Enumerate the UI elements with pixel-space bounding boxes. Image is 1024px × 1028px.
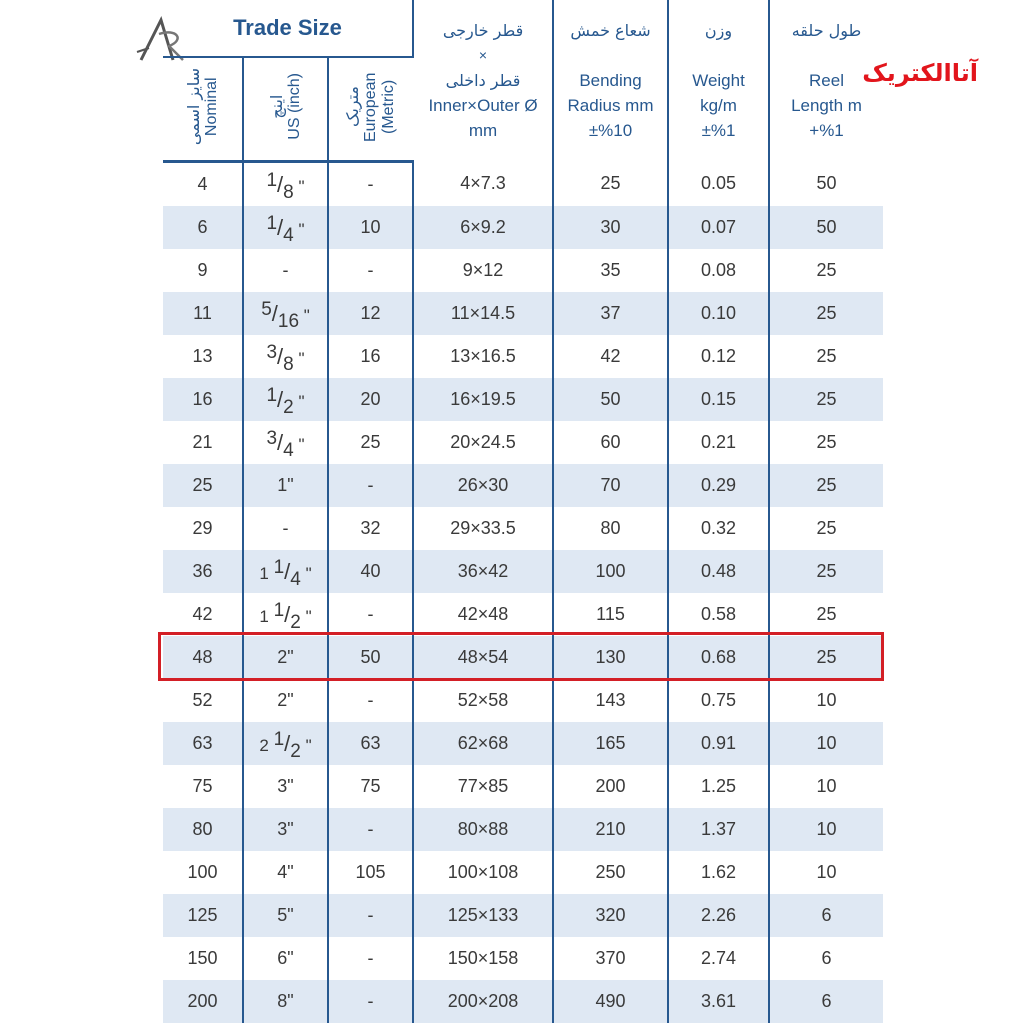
fraction-quote: " [305,606,312,626]
spec-table-body [163,162,883,1024]
us-size-fraction [266,384,305,418]
eu-size-cell: 32 [328,507,413,550]
us-size-fraction [259,728,312,762]
reel-header-en-3: +%1 [809,121,844,141]
reel-header-en-1: Reel [809,71,844,91]
bending-radius-cell: 210 [553,808,668,851]
nominal-cell: 6 [163,206,243,249]
eu-size-cell: 25 [328,421,413,464]
us-size-cell [243,249,328,292]
weight-cell: 0.12 [668,335,769,378]
reel-length-cell: 10 [769,808,883,851]
trade-size-header: Trade Size [163,0,413,57]
diameter-cell: 42×48 [413,593,553,636]
diameter-header-fa-1: قطر خارجی [442,21,524,41]
bending-header-en-3: ±%10 [588,121,633,141]
weight-cell: 0.21 [668,421,769,464]
eu-size-cell: 63 [328,722,413,765]
table-row [163,335,883,378]
bending-radius-cell: 130 [553,636,668,679]
nominal-cell: 42 [163,593,243,636]
diameter-cell: 80×88 [413,808,553,851]
reel-length-cell: 6 [769,980,883,1023]
us-size-cell [243,162,328,207]
us-size-cell [243,765,328,808]
weight-cell: 2.26 [668,894,769,937]
weight-cell: 2.74 [668,937,769,980]
weight-cell: 0.08 [668,249,769,292]
table-row [163,937,883,980]
weight-cell: 0.05 [668,162,769,207]
eu-header-fa: متریک [343,86,362,127]
nominal-cell: 75 [163,765,243,808]
fraction-slash: / [277,171,284,197]
conduit-spec-table [163,0,883,1023]
fraction-slash: / [277,343,284,369]
weight-cell: 0.10 [668,292,769,335]
us-size-cell [243,507,328,550]
fraction-whole: 2 [259,735,269,755]
nominal-cell: 16 [163,378,243,421]
us-size-cell [243,550,328,593]
us-size-cell [243,980,328,1023]
diameter-cell: 48×54 [413,636,553,679]
weight-cell: 0.32 [668,507,769,550]
diameter-cell: 9×12 [413,249,553,292]
fraction-slash: / [277,386,284,412]
eu-size-cell: - [328,937,413,980]
us-size-value: 4" [277,862,294,882]
diameter-cell: 13×16.5 [413,335,553,378]
bending-radius-cell: 80 [553,507,668,550]
weight-cell: 1.37 [668,808,769,851]
us-size-value: 3" [277,776,294,796]
fraction-den: 2 [290,611,301,633]
table-row [163,550,883,593]
fraction-num: 1 [273,728,285,750]
diameter-cell: 62×68 [413,722,553,765]
nominal-cell: 11 [163,292,243,335]
fraction-num: 1 [273,556,285,578]
table-row [163,507,883,550]
reel-header-en-2: Length m [791,96,862,116]
us-size-cell [243,593,328,636]
fraction-whole: 1 [259,563,269,583]
fraction-den: 16 [277,310,300,332]
bending-radius-cell: 25 [553,162,668,207]
fraction-quote: " [298,176,305,196]
reel-header-fa: طول حلقه [791,21,862,41]
nominal-cell: 125 [163,894,243,937]
diameter-cell: 36×42 [413,550,553,593]
nominal-cell: 80 [163,808,243,851]
us-size-fraction [259,599,312,633]
us-header-fa: اینچ [266,94,286,119]
nominal-cell: 150 [163,937,243,980]
weight-header-en-3: ±%1 [701,121,736,141]
diameter-cell: 150×158 [413,937,553,980]
us-size-fraction [266,427,305,461]
table-row [163,679,883,722]
us-size-value: - [282,518,289,538]
fraction-den: 4 [283,224,294,246]
bending-radius-cell: 100 [553,550,668,593]
us-size-fraction [259,556,312,590]
eu-header [328,57,413,162]
bending-radius-cell: 143 [553,679,668,722]
fraction-whole: 1 [259,606,269,626]
weight-header-en-2: kg/m [700,96,737,116]
fraction-quote: " [298,219,305,239]
fraction-num: 1 [266,384,278,406]
fraction-num: 1 [273,599,285,621]
reel-length-cell: 25 [769,636,883,679]
us-size-value: 2" [277,690,294,710]
reel-length-cell: 25 [769,464,883,507]
eu-size-cell: - [328,464,413,507]
nominal-header [163,57,243,162]
us-size-cell [243,851,328,894]
reel-length-cell: 25 [769,550,883,593]
table-row [163,980,883,1023]
nominal-cell: 36 [163,550,243,593]
bending-header-en-1: Bending [579,71,642,91]
us-size-cell [243,292,328,335]
weight-cell: 0.91 [668,722,769,765]
bending-radius-cell: 42 [553,335,668,378]
bending-radius-cell: 60 [553,421,668,464]
us-size-value: 5" [277,905,294,925]
table-row [163,894,883,937]
nominal-cell: 52 [163,679,243,722]
weight-cell: 0.07 [668,206,769,249]
fraction-num: 5 [261,298,272,320]
bending-radius-cell: 50 [553,378,668,421]
eu-size-cell: 20 [328,378,413,421]
bending-radius-cell: 35 [553,249,668,292]
us-size-cell [243,421,328,464]
bending-radius-cell: 115 [553,593,668,636]
fraction-num: 1 [266,212,278,234]
bending-radius-cell: 165 [553,722,668,765]
nominal-cell: 200 [163,980,243,1023]
eu-size-cell: 16 [328,335,413,378]
reel-length-cell: 10 [816,776,837,796]
weight-header-en-1: Weight [692,71,745,91]
reel-length-cell: 6 [769,894,883,937]
diameter-cell: 20×24.5 [413,421,553,464]
us-size-value: 6" [277,948,294,968]
us-size-fraction [266,341,305,375]
fraction-num: 3 [266,427,278,449]
fraction-slash: / [284,558,291,584]
eu-size-cell: 40 [328,550,413,593]
fraction-num: 1 [266,169,278,191]
bending-header-en-2: Radius mm [567,96,654,116]
diameter-header-en-1: Inner×Outer Ø [428,96,538,116]
reel-length-cell: 10 [816,862,837,882]
diameter-cell: 11×14.5 [413,292,553,335]
eu-size-cell: 10 [328,206,413,249]
us-size-cell [243,335,328,378]
table-row [163,206,883,249]
brand-logo-right: آتاالکتریک [862,59,978,87]
table-row [163,851,883,894]
us-size-cell [243,894,328,937]
us-size-cell [243,722,328,765]
fraction-slash: / [271,300,278,326]
us-size-cell [243,679,328,722]
diameter-header-en-2: mm [468,121,498,141]
table-row [163,765,883,808]
us-size-fraction [266,169,305,203]
fraction-slash: / [284,601,291,627]
fraction-quote: " [305,735,312,755]
reel-length-cell: 25 [769,292,883,335]
diameter-cell: 125×133 [413,894,553,937]
us-size-cell [243,636,328,679]
weight-cell: 1.25 [668,765,769,808]
weight-cell: 0.15 [668,378,769,421]
bending-header-fa: شعاع خمش [570,21,651,41]
nominal-header-en: Nominal [202,77,220,136]
fraction-den: 4 [290,568,301,590]
bending-radius-cell: 70 [553,464,668,507]
eu-size-cell: - [328,162,413,207]
diameter-cell: 52×58 [413,679,553,722]
eu-size-cell: - [328,894,413,937]
diameter-cell: 100×108 [413,851,553,894]
weight-cell: 0.75 [668,679,769,722]
nominal-cell: 25 [163,464,243,507]
table-row [163,722,883,765]
bending-radius-cell: 200 [553,765,668,808]
us-header [243,57,328,162]
diameter-cell: 200×208 [413,980,553,1023]
reel-length-cell: 25 [769,378,883,421]
diameter-cell: 26×30 [413,464,553,507]
us-size-value: - [282,260,289,280]
eu-size-cell: 105 [328,851,413,894]
table-row [163,421,883,464]
nominal-cell: 13 [163,335,243,378]
us-size-value: 1" [277,475,294,495]
reel-length-cell: 6 [821,948,832,968]
eu-size-cell: - [328,249,413,292]
reel-length-cell: 25 [816,604,837,624]
nominal-cell: 29 [163,507,243,550]
table-row [163,162,883,207]
fraction-slash: / [277,429,284,455]
bending-radius-cell: 250 [553,851,668,894]
fraction-quote: " [298,434,305,454]
us-size-cell [243,808,328,851]
bending-radius-cell: 37 [553,292,668,335]
reel-length-cell: 10 [816,690,837,710]
table-row [163,292,883,335]
us-size-fraction [266,212,305,246]
diameter-header [413,0,553,162]
fraction-num: 3 [266,341,278,363]
nominal-cell: 100 [163,851,243,894]
diameter-cell: 16×19.5 [413,378,553,421]
us-size-fraction [261,298,310,332]
reel-length-cell: 50 [769,206,883,249]
us-size-cell [243,206,328,249]
bending-radius-cell: 320 [553,894,668,937]
diameter-cell: 29×33.5 [413,507,553,550]
eu-size-cell: 12 [328,292,413,335]
weight-cell: 3.61 [668,980,769,1023]
fraction-quote: " [298,348,305,368]
reel-length-cell: 10 [769,722,883,765]
weight-cell: 1.62 [668,851,769,894]
diameter-cell: 77×85 [413,765,553,808]
reel-length-cell: 50 [816,173,837,194]
table-row [163,808,883,851]
table-row [163,636,883,679]
nominal-cell: 21 [163,421,243,464]
nominal-cell: 9 [163,249,243,292]
us-header-en: US (inch) [285,73,303,140]
us-size-value: 3" [277,819,294,839]
weight-cell: 0.68 [668,636,769,679]
weight-cell: 0.58 [668,593,769,636]
weight-header [668,0,769,162]
diameter-cell: 4×7.3 [413,162,553,207]
fraction-slash: / [284,730,291,756]
bending-radius-cell: 370 [553,937,668,980]
nominal-cell: 4 [163,162,243,207]
diameter-cell: 6×9.2 [413,206,553,249]
fraction-den: 4 [283,439,294,461]
table-row [163,378,883,421]
eu-size-cell: 75 [328,765,413,808]
reel-length-cell: 25 [816,346,837,366]
us-size-cell [243,378,328,421]
weight-cell: 0.29 [668,464,769,507]
eu-size-cell: - [328,593,413,636]
reel-length-cell: 25 [816,518,837,538]
eu-size-cell: - [328,808,413,851]
table-row [163,249,883,292]
eu-size-cell: - [328,980,413,1023]
bending-radius-cell: 30 [553,206,668,249]
fraction-den: 8 [283,181,294,203]
bending-radius-cell: 490 [553,980,668,1023]
fraction-quote: " [298,391,305,411]
reel-length-cell: 25 [816,260,837,280]
fraction-quote: " [303,305,310,325]
reel-length-cell: 25 [816,432,837,452]
weight-header-fa: وزن [704,21,733,41]
table-row [163,593,883,636]
eu-header-en: European (Metric) [362,71,397,142]
fraction-den: 2 [290,740,301,762]
fraction-slash: / [277,214,284,240]
eu-size-cell: - [328,679,413,722]
fraction-den: 2 [283,396,294,418]
us-size-cell [243,464,328,507]
nominal-cell: 63 [163,722,243,765]
diameter-header-fa-2: قطر داخلی [445,71,521,91]
reel-header [769,0,883,162]
us-size-value: 2" [277,647,294,667]
nominal-cell: 48 [163,636,243,679]
bending-header [553,0,668,162]
fraction-quote: " [305,563,312,583]
us-size-cell [243,937,328,980]
us-size-value: 8" [277,991,294,1011]
nominal-header-fa: سایز اسمی [183,67,203,146]
fraction-den: 8 [283,353,294,375]
diameter-header-x: × [478,47,488,64]
weight-cell: 0.48 [668,550,769,593]
eu-size-cell: 50 [328,636,413,679]
table-row [163,464,883,507]
